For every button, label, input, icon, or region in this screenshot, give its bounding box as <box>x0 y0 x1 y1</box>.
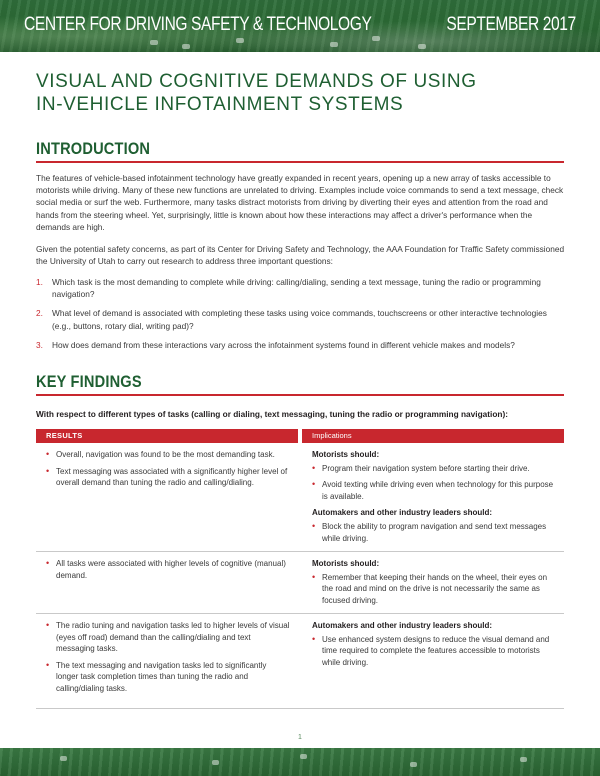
result-item: • All tasks were associated with higher levels of cognitive (manual) demand. <box>46 558 290 581</box>
implications-cell <box>302 443 564 551</box>
result-item: • The radio tuning and navigation tasks led to higher levels of visual (eyes off road) demand than the calling/dialing and text messaging tasks. <box>46 620 290 655</box>
implication-item: • Use enhanced system designs to reduce the visual demand and time required to complete the features accessible to motorists while driving. <box>312 634 556 669</box>
question-item <box>36 339 566 351</box>
results-column-header: RESULTS <box>36 429 298 443</box>
question-number: 3. <box>36 339 43 350</box>
table-row <box>36 552 564 614</box>
result-item: • The text messaging and navigation tasks led to significantly longer task completion times than tuning the radio and calling/dialing tasks. <box>46 660 290 695</box>
implications-cell <box>302 552 564 613</box>
research-questions <box>36 276 566 358</box>
introduction-divider <box>36 161 564 163</box>
implication-item: • Block the ability to program navigation and send text messages while driving. <box>312 521 556 544</box>
question-number: 1. <box>36 277 43 287</box>
key-findings-heading: KEY FINDINGS <box>36 372 142 391</box>
result-item: • Text messaging was associated with a significantly higher level of overall demand than tuning the radio and calling/dialing. <box>46 466 290 489</box>
page-number: 1 <box>298 734 302 741</box>
audience-heading: Motorists should: <box>312 450 380 459</box>
key-findings-lead: With respect to different types of tasks (calling or dialing, text messaging, tuning the radio or programming navigation): <box>36 409 508 419</box>
results-table <box>36 429 564 709</box>
organization-title: CENTER FOR DRIVING SAFETY & TECHNOLOGY <box>24 14 372 35</box>
implications-column-header: Implications <box>302 429 564 443</box>
question-text: Which task is the most demanding to complete while driving: calling/dialing, sending a text message, tuning the radio or programming navigation? <box>52 277 541 300</box>
table-row <box>36 614 564 709</box>
question-text: What level of demand is associated with completing these tasks using voice commands, touchscreens or other interactive technologies (e.g., buttons, rotary dial, writing pad)? <box>52 308 547 331</box>
question-item <box>36 276 566 300</box>
results-cell <box>36 614 298 708</box>
audience-heading: Motorists should: <box>312 559 380 568</box>
results-cell <box>36 552 298 613</box>
implication-item: • Avoid texting while driving even when technology for this purpose is available. <box>312 479 556 502</box>
table-row <box>36 443 564 552</box>
footer-banner <box>0 748 600 776</box>
intro-paragraph-1: The features of vehicle-based infotainment technology have greatly expanded in recent years, opening up a new array of tasks accessible to motorists while driving. Many of these new functions are unrelated to driving. Examples include voice commands to send a text message, check social media or surf the web. Furthermore, many tasks distract motorists from driving by diverting their eyes and attention from the road and hands from the steering wheel. Yet, surprisingly, little is known about how these interactions may affect a driver's performance when the demands are high. <box>36 173 564 232</box>
introduction-heading: INTRODUCTION <box>36 139 151 158</box>
implication-item: • Remember that keeping their hands on the wheel, their eyes on the road and mind on the drive is not necessarily the same as focused driving. <box>312 572 556 607</box>
question-item <box>36 307 566 331</box>
report-title-line-2: IN-VEHICLE INFOTAINMENT SYSTEMS <box>36 94 404 115</box>
publication-date: SEPTEMBER 2017 <box>446 14 576 35</box>
question-text: How does demand from these interactions vary across the infotainment systems found in different vehicle makes and models? <box>52 339 515 350</box>
key-findings-divider <box>36 394 564 396</box>
audience-heading: Automakers and other industry leaders should: <box>312 508 493 518</box>
result-item: • Overall, navigation was found to be the most demanding task. <box>46 449 290 461</box>
report-title <box>36 70 576 116</box>
audience-heading: Automakers and other industry leaders should: <box>312 621 493 630</box>
report-title-line-1: VISUAL AND COGNITIVE DEMANDS OF USING <box>36 71 477 92</box>
results-cell <box>36 443 298 551</box>
table-header <box>36 429 564 443</box>
implication-item: • Program their navigation system before starting their drive. <box>312 463 556 475</box>
implications-cell <box>302 614 564 708</box>
question-number: 2. <box>36 308 43 319</box>
intro-paragraph-2: Given the potential safety concerns, as part of its Center for Driving Safety and Technology, the AAA Foundation for Traffic Safety commissioned the University of Utah to carry out research to address three important questions: <box>36 244 565 267</box>
header-banner <box>0 0 600 52</box>
